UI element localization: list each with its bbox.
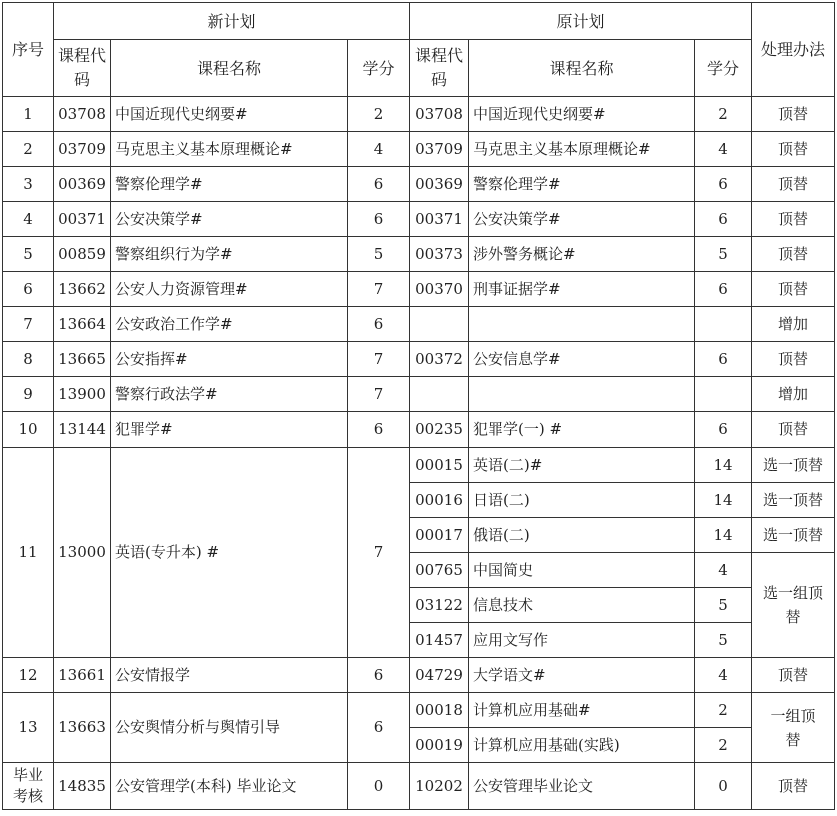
cell-new-credit: 7	[348, 377, 410, 412]
cell-new-code: 14835	[54, 763, 111, 810]
table-row	[3, 97, 835, 132]
cell-new-name: 警察行政法学#	[111, 377, 348, 412]
cell-new-credit: 6	[348, 693, 410, 763]
cell-old-name: 犯罪学(一) #	[469, 412, 695, 448]
cell-new-name: 警察伦理学#	[111, 167, 348, 202]
cell-old-credit: 6	[695, 342, 752, 377]
cell-new-name: 中国近现代史纲要#	[111, 97, 348, 132]
table-row	[3, 448, 835, 483]
table-row	[3, 167, 835, 202]
cell-old-credit: 14	[695, 448, 752, 483]
cell-old-code: 00019	[410, 728, 469, 763]
cell-method: 增加	[752, 307, 835, 342]
cell-old-credit: 14	[695, 518, 752, 553]
cell-old-name: 马克思主义基本原理概论#	[469, 132, 695, 167]
table-row	[3, 342, 835, 377]
cell-old-credit: 6	[695, 272, 752, 307]
cell-index: 12	[3, 658, 54, 693]
table-row	[3, 237, 835, 272]
cell-new-code: 13662	[54, 272, 111, 307]
cell-index: 8	[3, 342, 54, 377]
cell-old-code: 03709	[410, 132, 469, 167]
cell-new-code: 13665	[54, 342, 111, 377]
cell-method: 顶替	[752, 412, 835, 448]
cell-new-name: 公安人力资源管理#	[111, 272, 348, 307]
header-old-credit: 学分	[695, 40, 752, 97]
cell-new-name: 公安舆情分析与舆情引导	[111, 693, 348, 763]
cell-method: 选一顶替	[752, 518, 835, 553]
cell-new-credit: 7	[348, 448, 410, 658]
header-old-plan: 原计划	[410, 3, 752, 40]
cell-new-credit: 4	[348, 132, 410, 167]
cell-old-name: 大学语文#	[469, 658, 695, 693]
cell-new-code: 00371	[54, 202, 111, 237]
cell-old-name: 中国近现代史纲要#	[469, 97, 695, 132]
cell-index: 6	[3, 272, 54, 307]
table-row	[3, 132, 835, 167]
cell-old-name: 应用文写作	[469, 623, 695, 658]
cell-new-name: 公安情报学	[111, 658, 348, 693]
table-row	[3, 763, 835, 810]
cell-new-name: 公安政治工作学#	[111, 307, 348, 342]
cell-index: 5	[3, 237, 54, 272]
cell-old-credit: 4	[695, 132, 752, 167]
cell-method: 选一顶替	[752, 448, 835, 483]
cell-method: 顶替	[752, 272, 835, 307]
cell-method: 增加	[752, 377, 835, 412]
cell-old-name: 刑事证据学#	[469, 272, 695, 307]
cell-old-name: 涉外警务概论#	[469, 237, 695, 272]
cell-index: 2	[3, 132, 54, 167]
cell-index: 13	[3, 693, 54, 763]
cell-index: 3	[3, 167, 54, 202]
cell-old-code	[410, 307, 469, 342]
cell-old-name: 公安决策学#	[469, 202, 695, 237]
table-row	[3, 693, 835, 728]
cell-old-name: 信息技术	[469, 588, 695, 623]
cell-method-group: 一组顶替	[752, 693, 835, 763]
cell-old-code: 00017	[410, 518, 469, 553]
header-new-plan: 新计划	[54, 3, 410, 40]
cell-method: 顶替	[752, 763, 835, 810]
header-row-bottom	[3, 40, 835, 97]
cell-new-credit: 6	[348, 167, 410, 202]
cell-old-name: 公安信息学#	[469, 342, 695, 377]
cell-old-name: 日语(二)	[469, 483, 695, 518]
cell-method-group: 选一组顶替	[752, 553, 835, 658]
cell-new-credit: 0	[348, 763, 410, 810]
cell-new-code: 13664	[54, 307, 111, 342]
cell-old-name	[469, 307, 695, 342]
cell-old-name: 英语(二)#	[469, 448, 695, 483]
cell-old-credit: 0	[695, 763, 752, 810]
cell-index: 10	[3, 412, 54, 448]
cell-new-code: 13000	[54, 448, 111, 658]
cell-old-code: 00765	[410, 553, 469, 588]
cell-old-code: 03708	[410, 97, 469, 132]
cell-new-name: 公安决策学#	[111, 202, 348, 237]
course-replacement-table	[2, 2, 835, 810]
cell-new-code: 13663	[54, 693, 111, 763]
cell-old-name	[469, 377, 695, 412]
table-row	[3, 377, 835, 412]
table-row	[3, 202, 835, 237]
cell-old-credit: 14	[695, 483, 752, 518]
cell-new-code: 03708	[54, 97, 111, 132]
cell-new-name: 马克思主义基本原理概论#	[111, 132, 348, 167]
cell-old-name: 中国简史	[469, 553, 695, 588]
cell-new-code: 00369	[54, 167, 111, 202]
cell-new-credit: 6	[348, 412, 410, 448]
cell-new-credit: 6	[348, 658, 410, 693]
cell-new-name: 公安管理学(本科) 毕业论文	[111, 763, 348, 810]
cell-old-code: 00371	[410, 202, 469, 237]
cell-old-credit: 6	[695, 202, 752, 237]
cell-new-name: 公安指挥#	[111, 342, 348, 377]
cell-old-credit: 4	[695, 658, 752, 693]
header-method: 处理办法	[752, 3, 835, 97]
cell-index: 7	[3, 307, 54, 342]
cell-old-credit: 2	[695, 728, 752, 763]
cell-old-credit: 6	[695, 412, 752, 448]
cell-new-name: 犯罪学#	[111, 412, 348, 448]
cell-new-credit: 5	[348, 237, 410, 272]
cell-old-credit	[695, 377, 752, 412]
table-row	[3, 658, 835, 693]
cell-old-code: 10202	[410, 763, 469, 810]
cell-new-credit: 7	[348, 342, 410, 377]
cell-index: 1	[3, 97, 54, 132]
cell-index: 9	[3, 377, 54, 412]
table-row	[3, 412, 835, 448]
cell-method: 顶替	[752, 342, 835, 377]
cell-new-credit: 7	[348, 272, 410, 307]
cell-method: 顶替	[752, 202, 835, 237]
header-index: 序号	[3, 3, 54, 97]
cell-method: 顶替	[752, 658, 835, 693]
header-row-top	[3, 3, 835, 40]
cell-new-code: 03709	[54, 132, 111, 167]
table-row	[3, 307, 835, 342]
header-old-name: 课程名称	[469, 40, 695, 97]
cell-new-code: 13900	[54, 377, 111, 412]
cell-old-code: 01457	[410, 623, 469, 658]
cell-old-code	[410, 377, 469, 412]
cell-index: 毕业考核	[3, 763, 54, 810]
cell-old-name: 计算机应用基础#	[469, 693, 695, 728]
cell-method: 顶替	[752, 167, 835, 202]
cell-old-code: 00370	[410, 272, 469, 307]
cell-method: 顶替	[752, 132, 835, 167]
cell-old-name: 警察伦理学#	[469, 167, 695, 202]
cell-method: 选一顶替	[752, 483, 835, 518]
cell-old-code: 00373	[410, 237, 469, 272]
cell-new-code: 13661	[54, 658, 111, 693]
cell-old-code: 00016	[410, 483, 469, 518]
cell-old-code: 00018	[410, 693, 469, 728]
cell-index: 4	[3, 202, 54, 237]
cell-old-name: 俄语(二)	[469, 518, 695, 553]
header-new-code: 课程代码	[54, 40, 111, 97]
cell-new-code: 00859	[54, 237, 111, 272]
cell-old-credit: 2	[695, 693, 752, 728]
cell-old-credit	[695, 307, 752, 342]
cell-old-credit: 6	[695, 167, 752, 202]
cell-old-credit: 4	[695, 553, 752, 588]
header-old-code: 课程代码	[410, 40, 469, 97]
cell-method: 顶替	[752, 97, 835, 132]
cell-old-name: 公安管理毕业论文	[469, 763, 695, 810]
cell-old-name: 计算机应用基础(实践)	[469, 728, 695, 763]
cell-old-credit: 5	[695, 588, 752, 623]
header-new-credit: 学分	[348, 40, 410, 97]
cell-old-code: 04729	[410, 658, 469, 693]
cell-new-code: 13144	[54, 412, 111, 448]
cell-old-credit: 5	[695, 623, 752, 658]
cell-new-credit: 6	[348, 202, 410, 237]
cell-old-credit: 5	[695, 237, 752, 272]
cell-old-code: 00369	[410, 167, 469, 202]
cell-method: 顶替	[752, 237, 835, 272]
cell-new-credit: 2	[348, 97, 410, 132]
cell-old-code: 00015	[410, 448, 469, 483]
header-new-name: 课程名称	[111, 40, 348, 97]
cell-old-code: 00235	[410, 412, 469, 448]
cell-new-name: 警察组织行为学#	[111, 237, 348, 272]
cell-old-code: 00372	[410, 342, 469, 377]
cell-old-credit: 2	[695, 97, 752, 132]
cell-new-credit: 6	[348, 307, 410, 342]
cell-old-code: 03122	[410, 588, 469, 623]
cell-index: 11	[3, 448, 54, 658]
cell-new-name: 英语(专升本) #	[111, 448, 348, 658]
table-row	[3, 272, 835, 307]
